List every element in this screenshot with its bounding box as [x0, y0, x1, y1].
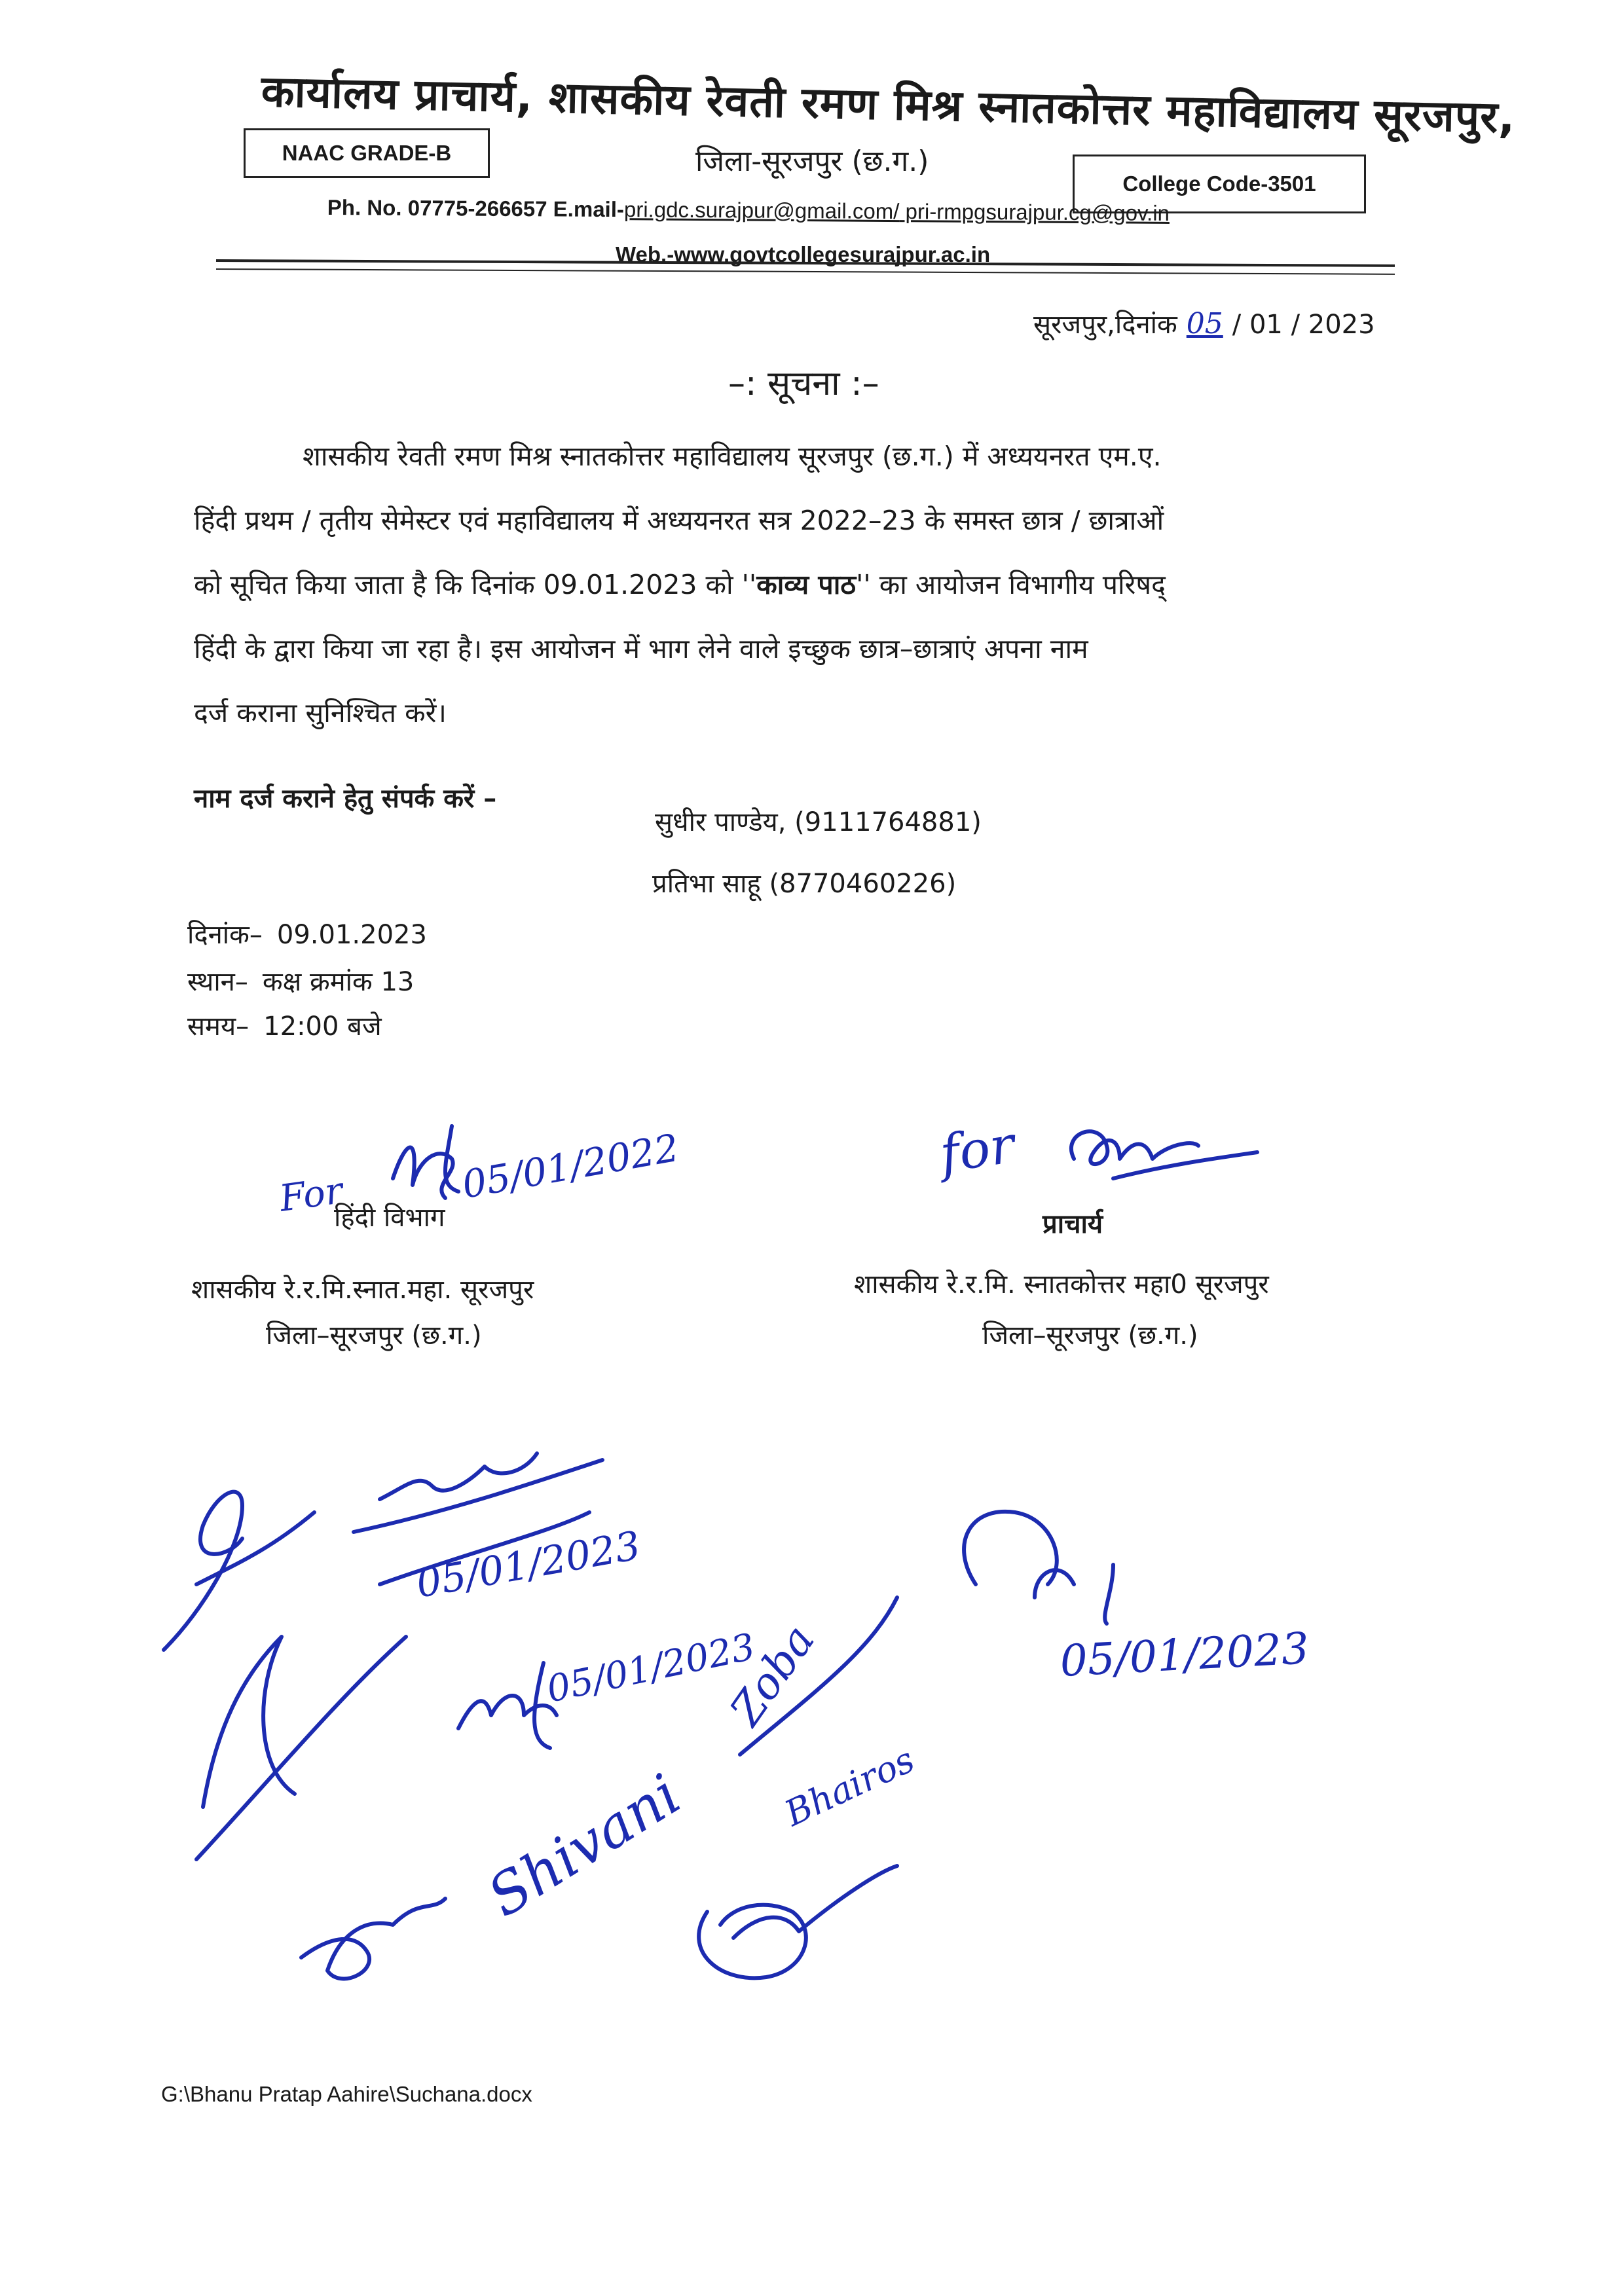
- hw-date-2: 05/01/2023: [543, 1626, 759, 1711]
- hw-signature-4: [458, 1663, 557, 1748]
- email-label: E.mail-: [553, 196, 625, 222]
- body-line-4: हिंदी के द्वारा किया जा रहा है। इस आयोजन में भाग लेने वाले इच्छुक छात्र–छात्राएं अपना नाम: [194, 633, 1088, 665]
- hw-name-shivani: Shivani: [477, 1762, 692, 1930]
- right-signatory-district: जिला–सूरजपुर (छ.ग.): [982, 1321, 1198, 1351]
- file-path-footer: G:\Bhanu Pratap Aahire\Suchana.docx: [161, 2082, 532, 2106]
- hw-date-3: 05/01/2023: [1058, 1623, 1310, 1686]
- date-rest: / 01 / 2023: [1232, 310, 1375, 340]
- right-signatory-college: शासकीय रे.र.मि. स्नातकोत्तर महा0 सूरजपुर: [854, 1269, 1269, 1300]
- left-signatory-district: जिला–सूरजपुर (छ.ग.): [266, 1321, 482, 1351]
- body-line-3-end: '' का आयोजन विभागीय परिषद्: [856, 569, 1166, 600]
- hw-signature-7: [964, 1512, 1113, 1624]
- principal-title: प्राचार्य: [1043, 1209, 1103, 1239]
- phone-number: Ph. No. 07775-266657: [327, 195, 547, 221]
- contact-label: नाम दर्ज कराने हेतु संपर्क करें –: [194, 784, 497, 814]
- hw-signature-3: [196, 1637, 406, 1859]
- hw-left-date: 05/01/2022: [458, 1125, 682, 1207]
- event-place-value: कक्ष क्रमांक 13: [262, 967, 415, 997]
- event-time-value: 12:00 बजे: [263, 1011, 382, 1042]
- event-time-label: समय–: [187, 1011, 249, 1042]
- event-name-bold: काव्य पाठ: [756, 569, 857, 600]
- body-line-3-start: को सूचित किया जाता है कि दिनांक 09.01.2023 को '': [194, 569, 757, 600]
- college-code-box: College Code-3501: [1073, 155, 1366, 213]
- office-title: कार्यालय प्राचार्य, शासकीय रेवती रमण मिश्र स्नातकोत्तर महाविद्यालय सूरजपुर,: [261, 65, 1517, 143]
- hw-left-signature: [393, 1126, 458, 1198]
- hw-name-zoba: Zoba: [720, 1616, 825, 1735]
- notice-heading: –: सूचना :–: [728, 364, 879, 403]
- email-link-1[interactable]: pri.gdc.surajpur@gmail.com/: [623, 197, 900, 224]
- event-date-label: दिनांक–: [187, 920, 263, 950]
- contact-person-1: सुधीर पाण्डेय, (9111764881): [655, 807, 982, 837]
- hw-right-for: for: [936, 1115, 1018, 1184]
- body-line-1: शासकीय रेवती रमण मिश्र स्नातकोत्तर महाविद्यालय सूरजपुर (छ.ग.) में अध्ययनरत एम.ए.: [303, 441, 1162, 472]
- event-place-label: स्थान–: [187, 967, 248, 997]
- contact-person-2: प्रतिभा साहू (8770460226): [652, 869, 957, 899]
- hw-signature-5: [301, 1899, 445, 1978]
- district-header: जिला-सूरजपुर (छ.ग.): [695, 145, 929, 178]
- hw-principal-signature: [1071, 1131, 1257, 1178]
- event-date-value: 09.01.2023: [276, 920, 427, 950]
- date-day-handwritten: 05: [1186, 307, 1223, 340]
- date-prefix: सूरजपुर,दिनांक: [1033, 310, 1177, 340]
- hw-signature-6: [699, 1866, 897, 1978]
- naac-grade-box: NAAC GRADE-B: [244, 128, 490, 178]
- email-link-2[interactable]: pri-rmpgsurajpur.cg@gov.in: [899, 199, 1170, 225]
- body-line-2: हिंदी प्रथम / तृतीय सेमेस्टर एवं महाविद्यालय में अध्ययनरत सत्र 2022–23 के समस्त छात्र / छात्राओं: [194, 505, 1164, 536]
- hw-left-for: For: [276, 1169, 346, 1220]
- left-signatory-dept: हिंदी विभाग: [334, 1203, 445, 1233]
- body-line-5: दर्ज कराना सुनिश्चित करें।: [194, 697, 447, 729]
- hw-signature-1: [164, 1492, 314, 1650]
- hw-date-1: 05/01/2023: [413, 1522, 644, 1607]
- hw-name-bhairos: Bhairos: [778, 1738, 921, 1834]
- website-link[interactable]: Web.-www.govtcollegesurajpur.ac.in: [616, 242, 991, 266]
- left-signatory-college: शासकीय रे.र.मि.स्नात.महा. सूरजपुर: [191, 1275, 534, 1305]
